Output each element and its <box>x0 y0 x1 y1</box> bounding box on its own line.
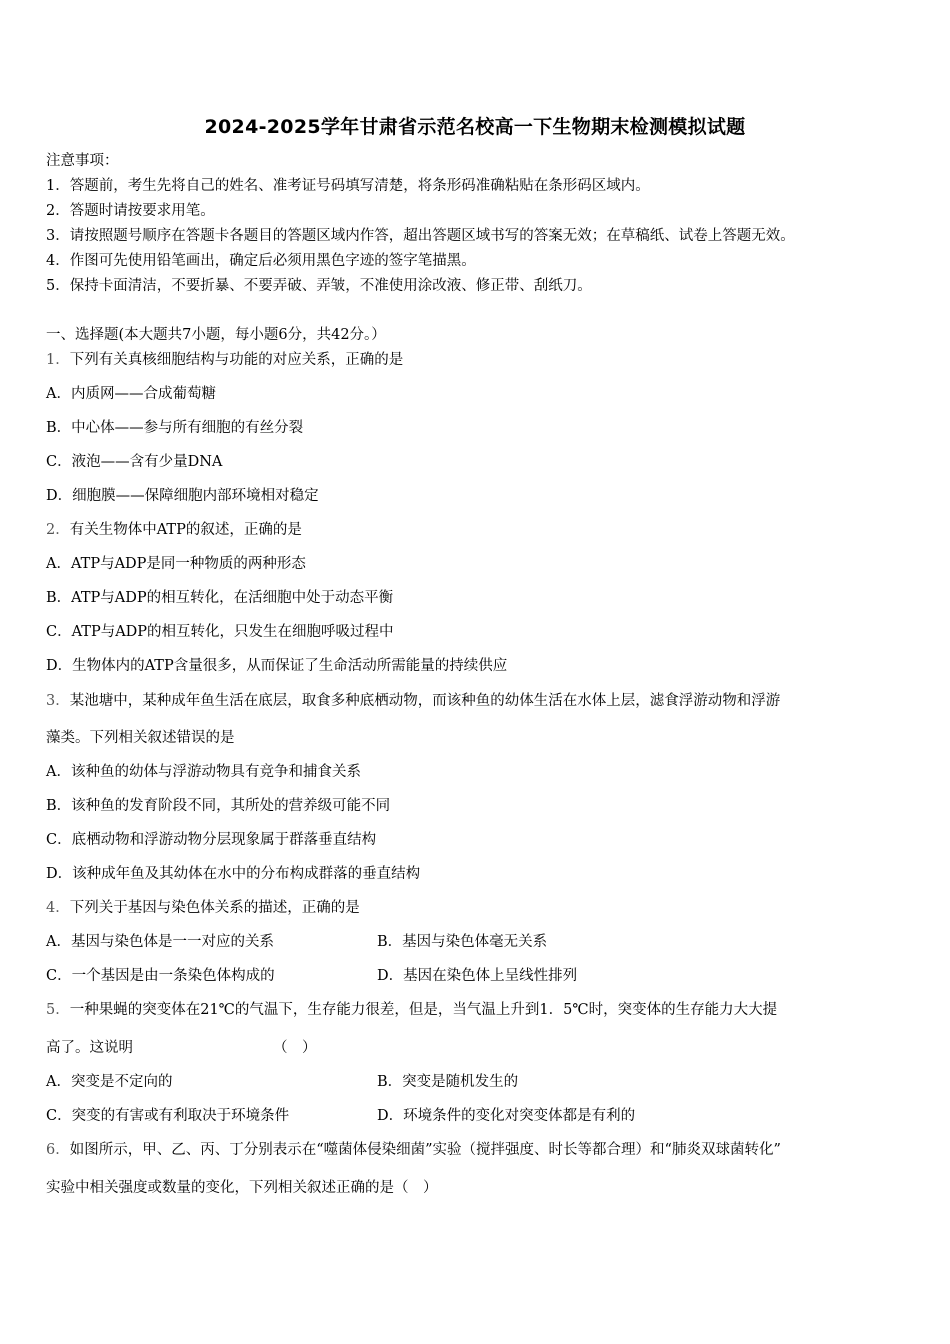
notice-item: 5．保持卡面清洁，不要折暴、不要弄破、弄皱，不准使用涂改液、修正带、刮纸刀。 <box>46 278 592 294</box>
question-stem: 如图所示，甲、乙、丙、丁分别表示在“噬菌体侵染细菌”实验（搅拌强度、时长等都合理）和“肺炎双球菌转化” <box>69 1142 781 1158</box>
question-2 <box>46 520 302 540</box>
option: C．一个基因是由一条染色体构成的 <box>46 968 275 984</box>
question-stem: 下列关于基因与染色体关系的描述，正确的是 <box>69 900 360 916</box>
question-stem: 一种果蝇的突变体在21℃的气温下，生存能力很差，但是，当气温上升到1．5℃时，突变体的生存能力大大提 <box>69 1002 778 1018</box>
option: B．基因与染色体毫无关系 <box>377 934 548 950</box>
question-number: 5． <box>46 1002 70 1018</box>
option: B．中心体——参与所有细胞的有丝分裂 <box>46 420 304 436</box>
question-4 <box>46 898 360 918</box>
option: D．环境条件的变化对突变体都是有利的 <box>377 1108 636 1124</box>
question-number: 1． <box>46 352 70 368</box>
question-stem: 下列有关真核细胞结构与功能的对应关系，正确的是 <box>69 352 404 368</box>
question-number: 4． <box>46 900 70 916</box>
option: A．突变是不定向的 <box>46 1074 173 1090</box>
question-3 <box>46 691 780 711</box>
question-stem-continued: 实验中相关强度或数量的变化，下列相关叙述正确的是（ ） <box>46 1180 438 1196</box>
option: C．突变的有害或有利取决于环境条件 <box>46 1108 290 1124</box>
option: C．ATP与ADP的相互转化，只发生在细胞呼吸过程中 <box>46 624 394 640</box>
option: A．基因与染色体是一一对应的关系 <box>46 934 274 950</box>
notice-item: 4．作图可先使用铅笔画出，确定后必须用黑色字迹的签字笔描黑。 <box>46 253 476 269</box>
question-5 <box>46 1000 777 1020</box>
section-heading: 一、选择题(本大题共7小题，每小题6分，共42分。） <box>46 327 386 343</box>
question-number: 3． <box>46 693 70 709</box>
option: B．突变是随机发生的 <box>377 1074 519 1090</box>
question-stem-continued: 藻类。下列相关叙述错误的是 <box>46 730 235 746</box>
question-number: 2． <box>46 522 70 538</box>
option: A．内质网——合成葡萄糖 <box>46 386 216 402</box>
question-1 <box>46 350 403 370</box>
option: A．该种鱼的幼体与浮游动物具有竞争和捕食关系 <box>46 764 361 780</box>
question-stem-text: 高了。这说明 <box>46 1040 133 1056</box>
option: A．ATP与ADP是同一种物质的两种形态 <box>46 556 306 572</box>
option: D．生物体内的ATP含量很多，从而保证了生命活动所需能量的持续供应 <box>46 658 508 674</box>
page-title: 2024-2025学年甘肃省示范名校高一下生物期末检测模拟试题 <box>204 116 746 138</box>
notice-item: 1．答题前，考生先将自己的姓名、准考证号码填写清楚，将条形码准确粘贴在条形码区域内。 <box>46 178 650 194</box>
option: D．细胞膜——保障细胞内部环境相对稳定 <box>46 488 319 504</box>
question-number: 6． <box>46 1142 70 1158</box>
option: B．该种鱼的发育阶段不同，其所处的营养级可能不同 <box>46 798 391 814</box>
option: D．基因在染色体上呈线性排列 <box>377 968 578 984</box>
option: B．ATP与ADP的相互转化，在活细胞中处于动态平衡 <box>46 590 394 606</box>
question-stem: 某池塘中，某种成年鱼生活在底层，取食多种底栖动物，而该种鱼的幼体生活在水体上层，滤食浮游动物和浮游 <box>69 693 781 709</box>
question-stem-continued <box>46 1038 317 1058</box>
notice-heading: 注意事项： <box>46 153 119 169</box>
question-6 <box>46 1140 781 1160</box>
option: C．底栖动物和浮游动物分层现象属于群落垂直结构 <box>46 832 377 848</box>
notice-item: 3．请按照题号顺序在答题卡各题目的答题区域内作答，超出答题区域书写的答案无效；在草稿纸、试卷上答题无效。 <box>46 228 795 244</box>
question-stem: 有关生物体中ATP的叙述，正确的是 <box>69 522 302 538</box>
notice-item: 2．答题时请按要求用笔。 <box>46 203 215 219</box>
option: D．该种成年鱼及其幼体在水中的分布构成群落的垂直结构 <box>46 866 421 882</box>
answer-blank: （ ） <box>273 1040 317 1056</box>
option: C．液泡——含有少量DNA <box>46 454 223 470</box>
